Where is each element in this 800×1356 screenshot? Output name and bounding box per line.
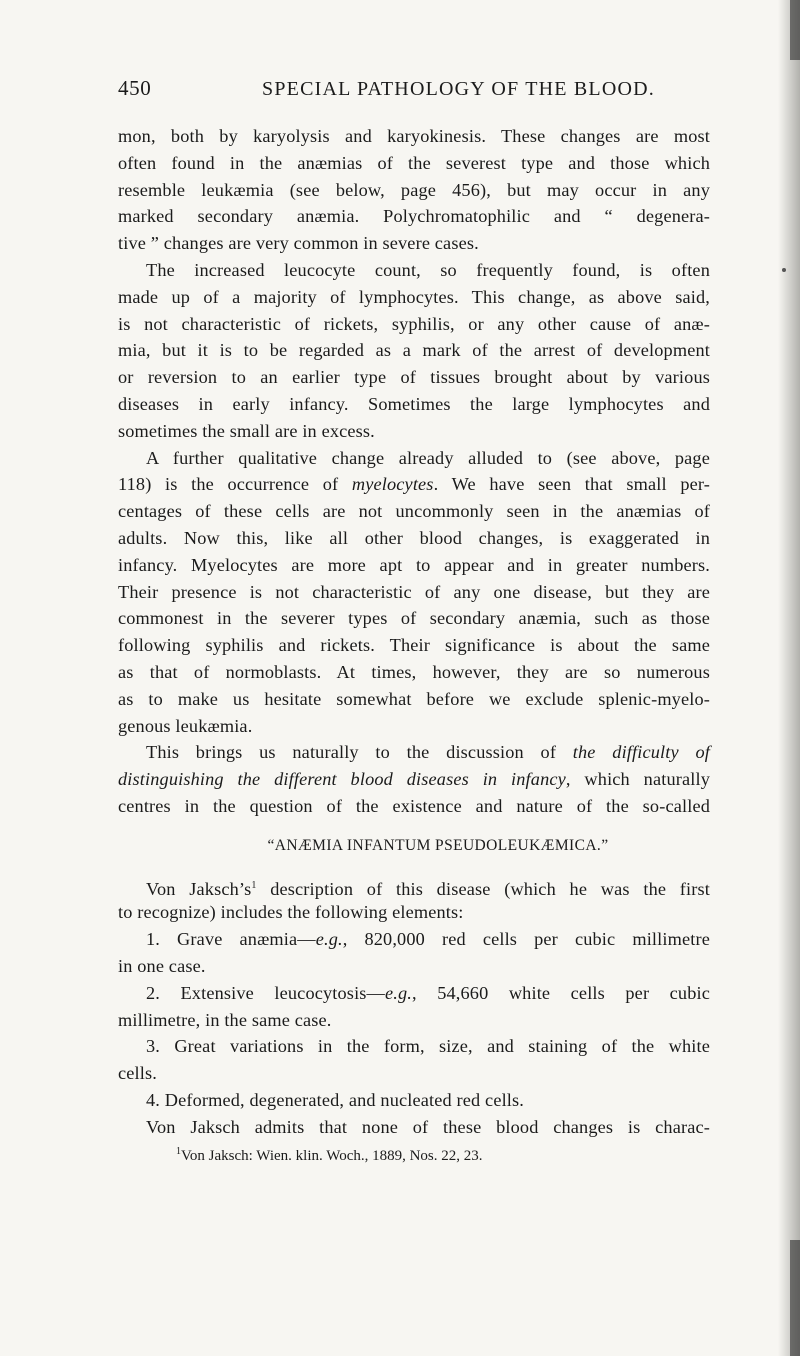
text-line: diseases in early infancy. Sometimes the large lymphocytes and — [118, 393, 710, 414]
text-run: 118) is the occurrence of — [118, 474, 352, 495]
list-item — [118, 926, 710, 953]
text-line: resemble leukæmia (see below, page 456), but may occur in any — [118, 179, 710, 200]
text-line: mia, but it is to be regarded as a mark of the arrest of development — [118, 340, 710, 361]
text-run: , 54,660 white cells per cubic — [412, 982, 710, 1003]
text-line: centages of these cells are not uncommonly seen in the anæmias of — [118, 501, 710, 522]
text-line: as to make us hesitate somewhat before we exclude splenic-myelo- — [118, 688, 710, 709]
text-run: This brings us naturally to the discussion of — [146, 742, 573, 763]
text-line: mon, both by karyolysis and karyokinesis. These changes are most — [118, 126, 710, 146]
text-line: tive ” changes are very common in severe cases. — [118, 233, 479, 254]
emphasis: the difficulty of — [572, 742, 710, 763]
text-line: Their presence is not characteristic of any one disease, but they are — [118, 581, 710, 602]
text-line — [118, 766, 710, 793]
text-run: , which naturally — [565, 769, 710, 790]
page-edge-mark — [790, 1240, 800, 1356]
emphasis: e.g. — [385, 982, 412, 1003]
text-line — [118, 873, 710, 900]
text-line: as that of normoblasts. At times, however, they are so numerous — [118, 661, 710, 682]
text-line: to recognize) includes the following elements: — [118, 902, 464, 923]
page-number: 450 — [118, 76, 152, 100]
text-run: . We have seen that small per- — [433, 474, 710, 495]
emphasis: myelocytes — [351, 474, 434, 495]
footnote — [118, 1141, 710, 1167]
text-line: The increased leucocyte count, so frequently found, is often — [146, 259, 710, 280]
page-edge-shadow — [778, 0, 800, 1356]
text-line: made up of a majority of lymphocytes. This change, as above said, — [118, 286, 710, 307]
footnote-ref: 1 — [251, 879, 257, 891]
list-item: 3. Great variations in the form, size, and staining of the white — [146, 1036, 710, 1057]
text-run: description of this disease (which he was the first — [256, 878, 710, 899]
text-line: millimetre, in the same case. — [118, 1009, 332, 1030]
text-run: Von Jaksch’s — [146, 878, 252, 899]
text-line: A further qualitative change already alluded to (see above, page — [146, 447, 710, 468]
text-line: infancy. Myelocytes are more apt to appear and in greater numbers. — [118, 554, 710, 575]
text-line: sometimes the small are in excess. — [118, 420, 375, 441]
paper-speck — [782, 268, 786, 272]
text-line: Von Jaksch admits that none of these blood changes is charac- — [146, 1116, 710, 1137]
book-page — [118, 76, 710, 1167]
body-text — [118, 123, 710, 1140]
text-line: cells. — [118, 1063, 157, 1084]
text-line: genous leukæmia. — [118, 715, 253, 736]
text-line: often found in the anæmias of the severest type and those which — [118, 152, 710, 173]
section-heading: “ANÆMIA INFANTUM PSEUDOLEUKÆMICA.” — [267, 836, 609, 854]
list-item: 4. Deformed, degenerated, and nucleated red cells. — [146, 1089, 525, 1110]
text-line: is not characteristic of rickets, syphilis, or any other cause of anæ- — [118, 313, 710, 334]
emphasis: e.g. — [315, 929, 343, 950]
running-head — [118, 76, 710, 116]
text-line: in one case. — [118, 955, 206, 976]
text-line: or reversion to an earlier type of tissues brought about by various — [118, 367, 710, 388]
emphasis: distinguishing the different blood diseases in infancy — [118, 769, 566, 790]
list-item — [118, 980, 710, 1007]
text-run: 2. Extensive leucocytosis— — [146, 982, 385, 1003]
text-line: adults. Now this, like all other blood changes, is exaggerated in — [118, 527, 710, 548]
text-line: following syphilis and rickets. Their significance is about the same — [118, 635, 710, 656]
text-line: commonest in the severer types of secondary anæmia, such as those — [118, 608, 710, 629]
footnote-text: Von Jaksch: Wien. klin. Woch., 1889, Nos. 22, 23. — [181, 1148, 483, 1165]
text-line: centres in the question of the existence and nature of the so-called — [118, 795, 710, 816]
running-title: SPECIAL PATHOLOGY OF THE BLOOD. — [262, 78, 655, 100]
page-edge-mark — [790, 0, 800, 60]
text-line: marked secondary anæmia. Polychromatophilic and “ degenera- — [118, 206, 710, 227]
text-line — [118, 739, 710, 766]
text-line — [118, 471, 710, 498]
footnote-marker: 1 — [176, 1146, 181, 1158]
text-run: , 820,000 red cells per cubic millimetre — [342, 929, 710, 950]
text-run: 1. Grave anæmia— — [146, 929, 316, 950]
